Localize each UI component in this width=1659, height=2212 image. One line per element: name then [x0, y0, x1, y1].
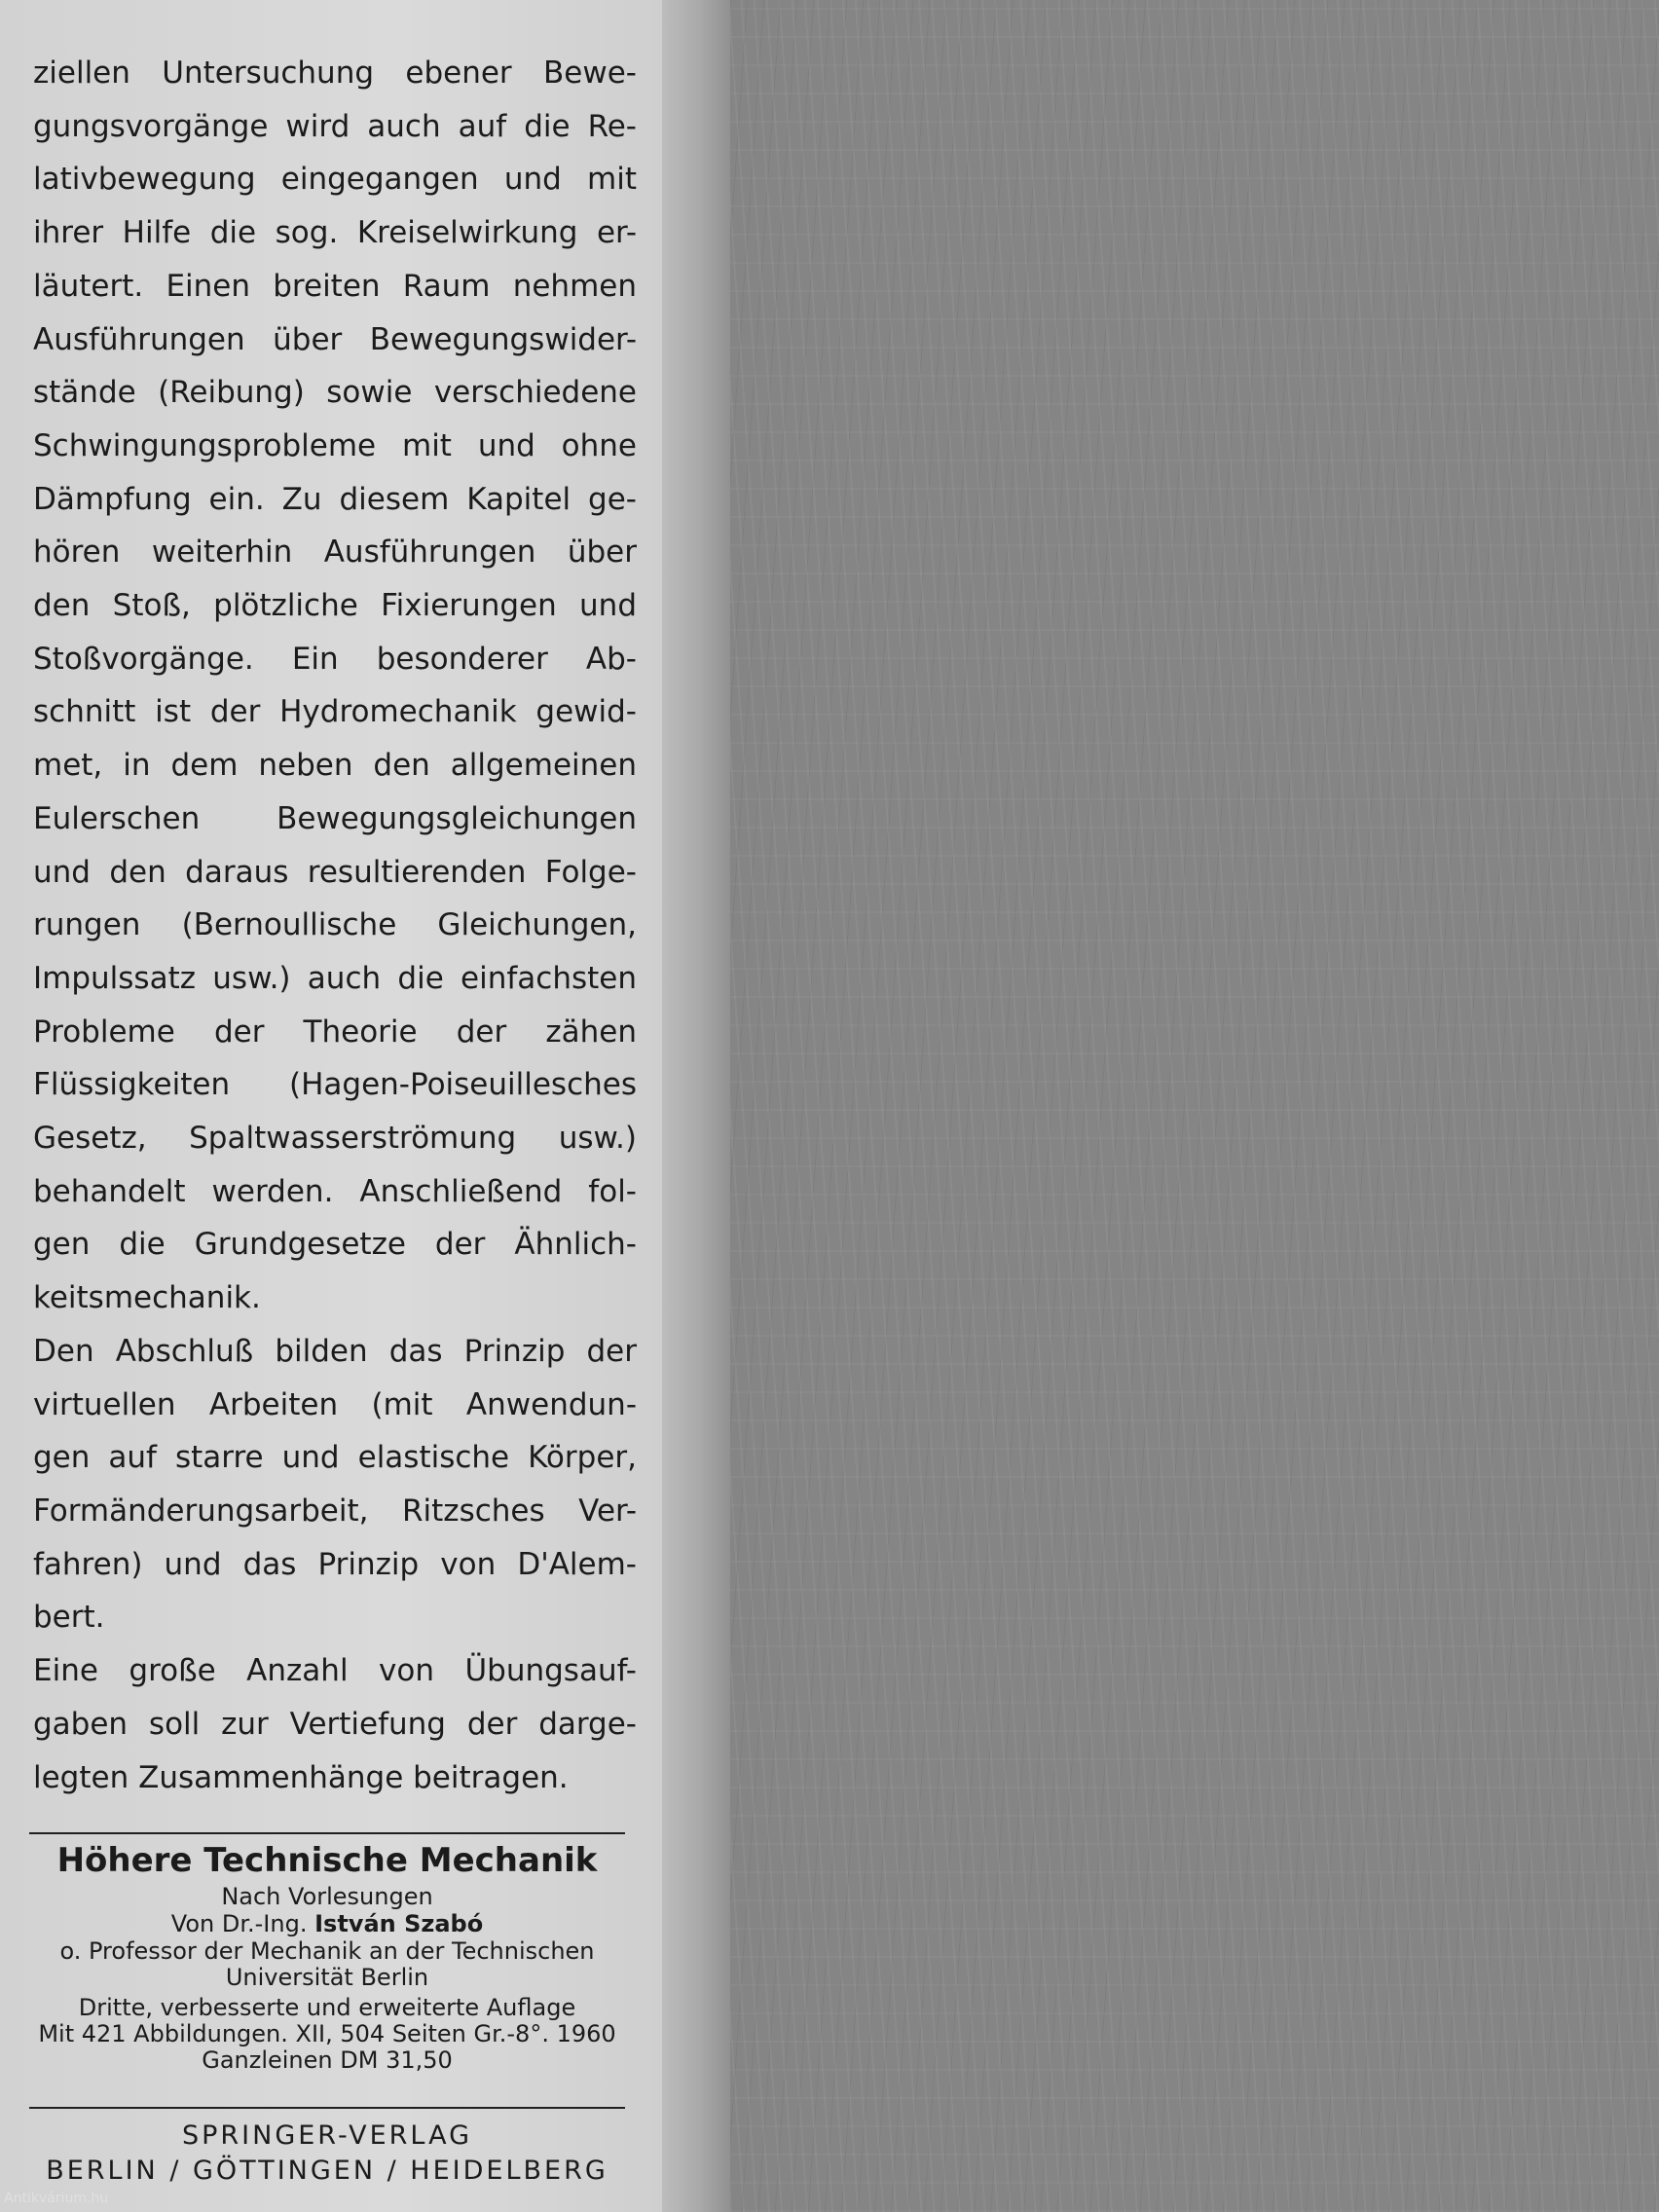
blurb-line: ihrer Hilfe die sog. Kreiselwirkung er-: [33, 215, 637, 251]
publisher-block: [29, 2119, 625, 2189]
author-name: István Szabó: [314, 1910, 484, 1937]
book-imprint: [29, 1838, 625, 2074]
blurb-line: met, in dem neben den allgemeinen: [33, 748, 637, 784]
blurb-line: Flüssigkeiten (Hagen-Poiseuillesches: [33, 1067, 637, 1103]
blurb-line: Ausführungen über Bewegungswider-: [33, 321, 637, 357]
author-prefix: Von Dr.-Ing.: [170, 1910, 308, 1937]
blurb-line: keitsmechanik.: [33, 1280, 261, 1316]
details-line: Mit 421 Abbildungen. XII, 504 Seiten Gr.-8°. 1960: [38, 2020, 616, 2047]
blurb-line: läutert. Einen breiten Raum nehmen: [33, 268, 637, 304]
book-subtitle: Nach Vorlesungen: [221, 1883, 433, 1910]
blurb-line: hören weiterhin Ausführungen über: [33, 535, 637, 571]
blurb-line: behandelt werden. Anschließend fol-: [33, 1173, 637, 1209]
blurb-line: schnitt ist der Hydromechanik gewid-: [33, 694, 637, 730]
publisher-name: SPRINGER-VERLAG: [181, 2120, 473, 2151]
flap-fold-shadow: [662, 0, 730, 2212]
blurb-line: legten Zusammenhänge beitragen.: [33, 1759, 569, 1795]
blurb-line: gungsvorgänge wird auch auf die Re-: [33, 108, 637, 144]
blurb-line: virtuellen Arbeiten (mit Anwendun-: [33, 1386, 637, 1422]
blurb-line: und den daraus resultierenden Folge-: [33, 854, 637, 890]
blurb-line: gen auf starre und elastische Körper,: [33, 1440, 637, 1476]
cloth-cover: [730, 0, 1659, 2212]
blurb-line: rungen (Bernoullische Gleichungen,: [33, 907, 637, 943]
blurb-line: Eine große Anzahl von Übungsauf-: [33, 1653, 637, 1689]
book-title: Höhere Technische Mechanik: [56, 1841, 598, 1880]
blurb-line: stände (Reibung) sowie verschiedene: [33, 375, 637, 411]
author-affiliation: Universität Berlin: [225, 1964, 429, 1991]
blurb-text: [33, 47, 637, 1804]
publisher-cities: BERLIN / GÖTTINGEN / HEIDELBERG: [46, 2156, 608, 2186]
top-divider: [29, 1832, 625, 1834]
blurb-line: bert.: [33, 1600, 105, 1636]
bottom-divider: [29, 2107, 625, 2109]
author-position: o. Professor der Mechanik an der Technischen: [59, 1937, 595, 1965]
blurb-line: Gesetz, Spaltwasserströmung usw.): [33, 1121, 637, 1157]
price-line: Ganzleinen DM 31,50: [202, 2046, 453, 2074]
author-line: [29, 1910, 625, 1938]
blurb-line: ziellen Untersuchung ebener Bewe-: [33, 55, 637, 91]
blurb-line: Stoßvorgänge. Ein besonderer Ab-: [33, 641, 637, 677]
blurb-line: gen die Grundgesetze der Ähnlich-: [33, 1227, 637, 1263]
blurb-line: Dämpfung ein. Zu diesem Kapitel ge-: [33, 481, 637, 517]
blurb-line: Probleme der Theorie der zähen: [33, 1014, 637, 1050]
blurb-line: fahren) und das Prinzip von D'Alem-: [33, 1546, 637, 1582]
blurb-line: Impulssatz usw.) auch die einfachsten: [33, 960, 637, 996]
blurb-line: Schwingungsprobleme mit und ohne: [33, 427, 637, 463]
blurb-line: den Stoß, plötzliche Fixierungen und: [33, 588, 637, 624]
watermark: Antikvárium.hu: [4, 2191, 109, 2206]
edition-line: Dritte, verbesserte und erweiterte Auflage: [78, 1994, 576, 2021]
blurb-line: Formänderungsarbeit, Ritzsches Ver-: [33, 1493, 637, 1529]
blurb-line: gaben soll zur Vertiefung der darge-: [33, 1706, 637, 1742]
blurb-line: lativbewegung eingegangen und mit: [33, 162, 637, 198]
blurb-line: Den Abschluß bilden das Prinzip der: [33, 1333, 637, 1369]
blurb-line: Eulerschen Bewegungsgleichungen: [33, 800, 637, 836]
